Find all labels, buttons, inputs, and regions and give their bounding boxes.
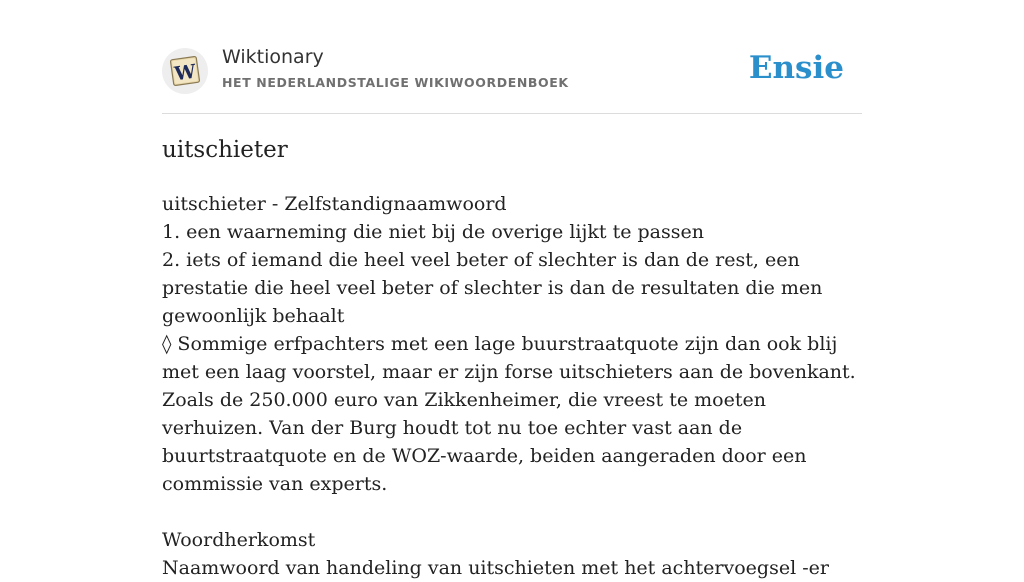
ensie-brand-logo[interactable]: Ensie [748,50,844,86]
wiktionary-w-tile-icon [162,48,208,94]
site-name[interactable]: Wiktionary [222,46,324,68]
definition-2: 2. iets of iemand die heel veel beter of slechter is dan de rest, een prestatie die heel veel beter of slechter is dan de resultaten die men gewoonlijk behaalt [162,249,823,327]
etymology-text: Naamwoord van handeling van uitschieten met het achtervoegsel -er [162,557,829,579]
etymology-heading: Woordherkomst [162,529,316,551]
entry-heading-line: uitschieter - Zelfstandignaamwoord [162,193,507,215]
page [162,0,862,579]
entry-content [162,190,862,582]
page-title: uitschieter [162,137,288,163]
definition-1: 1. een waarneming die niet bij de overige lijkt te passen [162,221,704,243]
wiktionary-logo-icon[interactable] [162,48,208,94]
site-header [162,0,862,114]
example-quote: ◊ Sommige erfpachters met een lage buurstraatquote zijn dan ook blij met een laag voorstel, maar er zijn forse uitschieters aan de bovenkant. Zoals de 250.000 euro van Zikkenheimer, die vreest te moeten verhuizen. Van der Burg houdt tot nu toe echter vast aan de buurtstraatquote en de WOZ-waarde, beiden aangeraden door een commissie van experts. [162,333,856,495]
spacer [162,498,862,526]
site-tagline: HET NEDERLANDSTALIGE WIKIWOORDENBOEK [222,75,569,90]
svg-text:W: W [173,60,198,86]
